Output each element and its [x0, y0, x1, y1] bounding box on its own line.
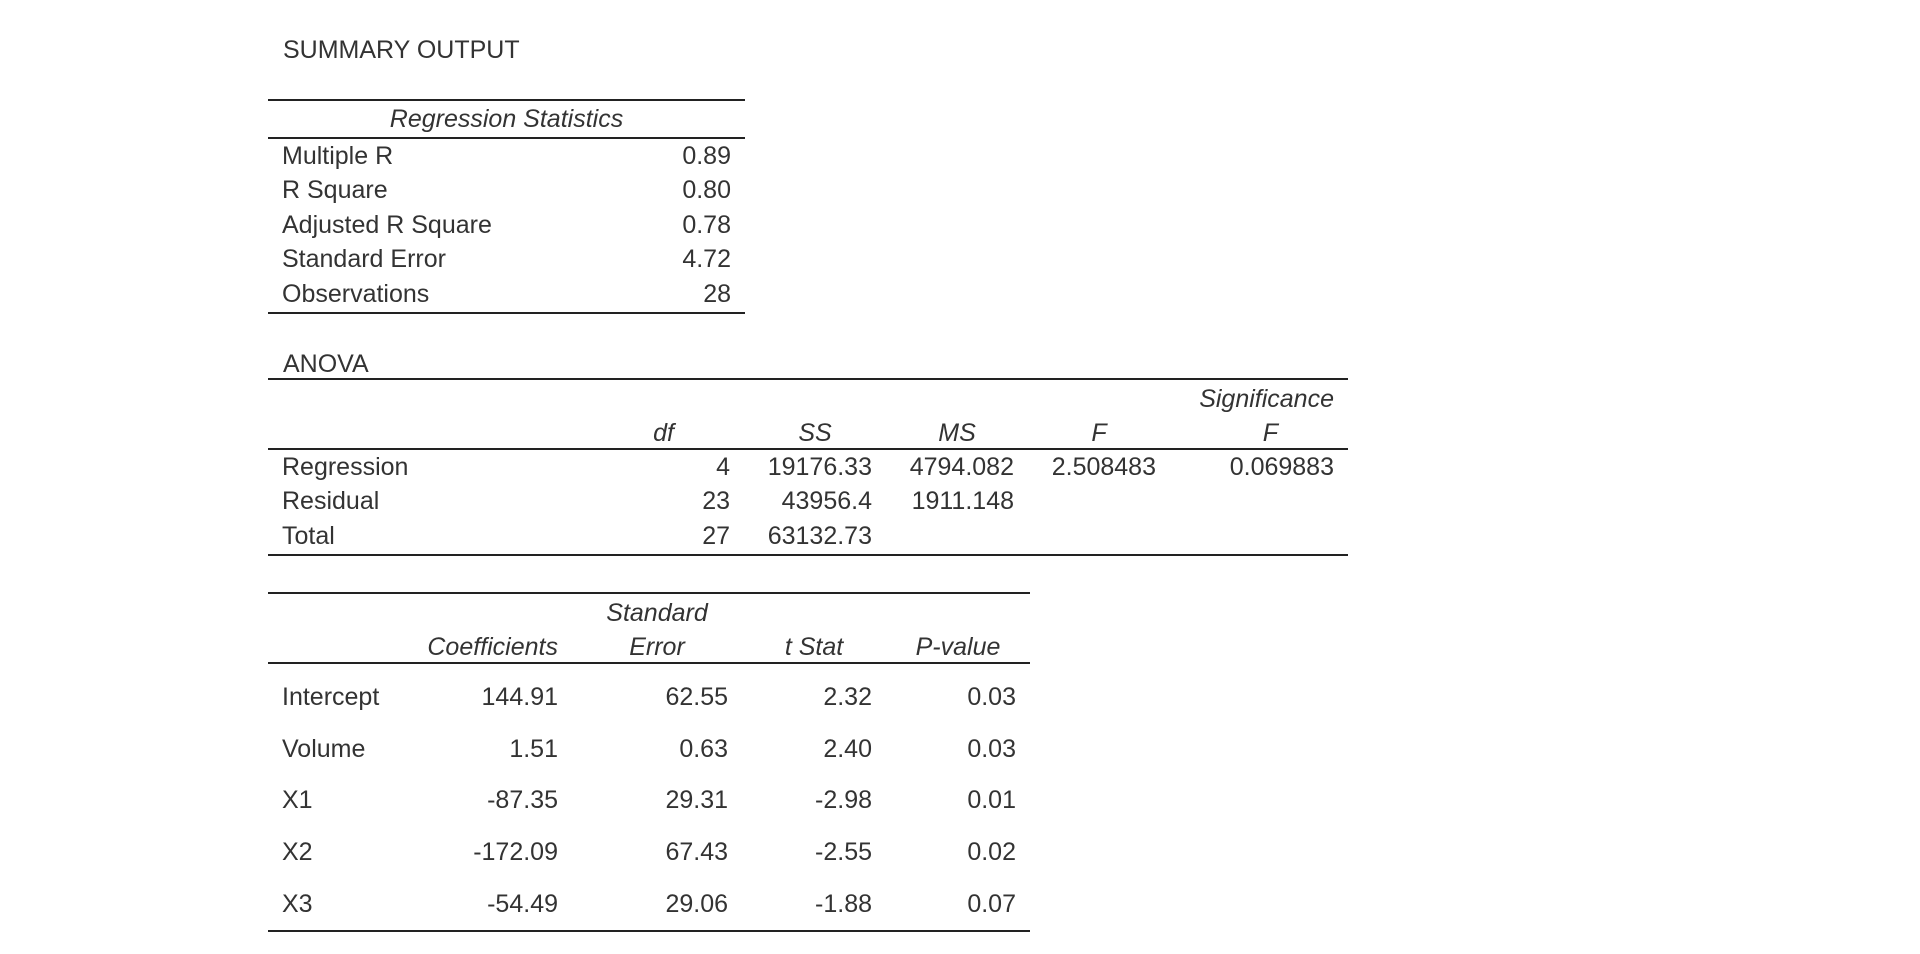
anova-significance [1170, 519, 1348, 555]
coef-row-label: Intercept [282, 683, 380, 712]
table-row [268, 243, 745, 278]
anova-header-ms: MS [886, 414, 1028, 449]
table-row [268, 827, 1030, 879]
coef-standard-error: 67.43 [665, 838, 728, 867]
anova-df: 4 [716, 452, 730, 481]
regression-statistics-table [268, 99, 745, 314]
anova-ss: 43956.4 [781, 487, 872, 516]
anova-title: ANOVA [283, 350, 369, 378]
stat-label: Adjusted R Square [282, 210, 492, 239]
coef-header-t-stat: t Stat [742, 628, 886, 663]
coef-p-value: 0.02 [967, 838, 1016, 867]
coef-standard-error: 0.63 [679, 734, 728, 763]
table-row [268, 277, 745, 313]
table-row [268, 724, 1030, 776]
table-row [268, 663, 1030, 724]
anova-row-label: Residual [282, 487, 380, 516]
coef-value: -54.49 [402, 878, 572, 931]
anova-f: 2.508483 [1051, 452, 1156, 481]
anova-significance [1170, 485, 1348, 520]
anova-header-significance-line2: F [1170, 414, 1348, 449]
regression-statistics-header: Regression Statistics [268, 100, 745, 138]
anova-ss: 19176.33 [767, 452, 872, 481]
coefficients-table [268, 592, 1030, 932]
stat-value: 0.80 [682, 176, 731, 205]
stat-label: Multiple R [282, 141, 394, 170]
stat-value: 28 [602, 277, 745, 313]
anova-header-f: F [1028, 414, 1170, 449]
coef-p-value: 0.03 [967, 734, 1016, 763]
stat-label: Observations [268, 277, 602, 313]
anova-table [268, 378, 1348, 556]
table-row [268, 878, 1030, 931]
coef-header-coefficients: Coefficients [402, 628, 572, 663]
coef-header-standard-error-line1: Standard [572, 593, 742, 628]
coef-p-value: 0.07 [886, 878, 1030, 931]
anova-ms: 1911.148 [911, 487, 1014, 516]
coef-standard-error: 29.06 [572, 878, 742, 931]
coef-value: 144.91 [481, 683, 558, 712]
table-row [268, 775, 1030, 827]
anova-header-significance-line1: Significance [1170, 379, 1348, 414]
coef-row-label: Volume [282, 734, 366, 763]
stat-label: R Square [282, 176, 388, 205]
anova-f [1028, 519, 1170, 555]
anova-ss: 63132.73 [744, 519, 886, 555]
coef-t-stat: 2.32 [823, 683, 872, 712]
anova-row-label: Regression [282, 452, 409, 481]
coef-t-stat: -1.88 [742, 878, 886, 931]
coef-row-label: X2 [282, 838, 313, 867]
table-row [268, 174, 745, 209]
coef-standard-error: 29.31 [665, 786, 728, 815]
anova-ms [886, 519, 1028, 555]
coef-p-value: 0.03 [967, 683, 1016, 712]
coef-standard-error: 62.55 [665, 683, 728, 712]
summary-output-title: SUMMARY OUTPUT [283, 36, 520, 64]
coef-row-label: X1 [282, 786, 313, 815]
stat-value: 4.72 [682, 245, 731, 274]
table-row [268, 519, 1348, 555]
coef-value: 1.51 [509, 734, 558, 763]
coef-header-standard-error-line2: Error [572, 628, 742, 663]
table-row [268, 138, 745, 174]
table-row [268, 485, 1348, 520]
coef-header-p-value: P-value [886, 628, 1030, 663]
table-row [268, 208, 745, 243]
coef-t-stat: -2.98 [815, 786, 872, 815]
coef-value: -172.09 [473, 838, 558, 867]
coef-row-label: X3 [268, 878, 402, 931]
anova-row-label: Total [268, 519, 612, 555]
anova-df: 27 [612, 519, 744, 555]
stat-label: Standard Error [282, 245, 446, 274]
anova-significance: 0.069883 [1229, 452, 1334, 481]
coef-value: -87.35 [487, 786, 558, 815]
stat-value: 0.89 [682, 141, 731, 170]
anova-ms: 4794.082 [909, 452, 1014, 481]
stat-value: 0.78 [682, 210, 731, 239]
anova-header-df: df [612, 414, 744, 449]
table-row [268, 449, 1348, 485]
coef-p-value: 0.01 [967, 786, 1016, 815]
anova-header-ss: SS [744, 414, 886, 449]
coef-t-stat: 2.40 [823, 734, 872, 763]
anova-df: 23 [702, 487, 730, 516]
coef-t-stat: -2.55 [815, 838, 872, 867]
anova-f [1028, 485, 1170, 520]
